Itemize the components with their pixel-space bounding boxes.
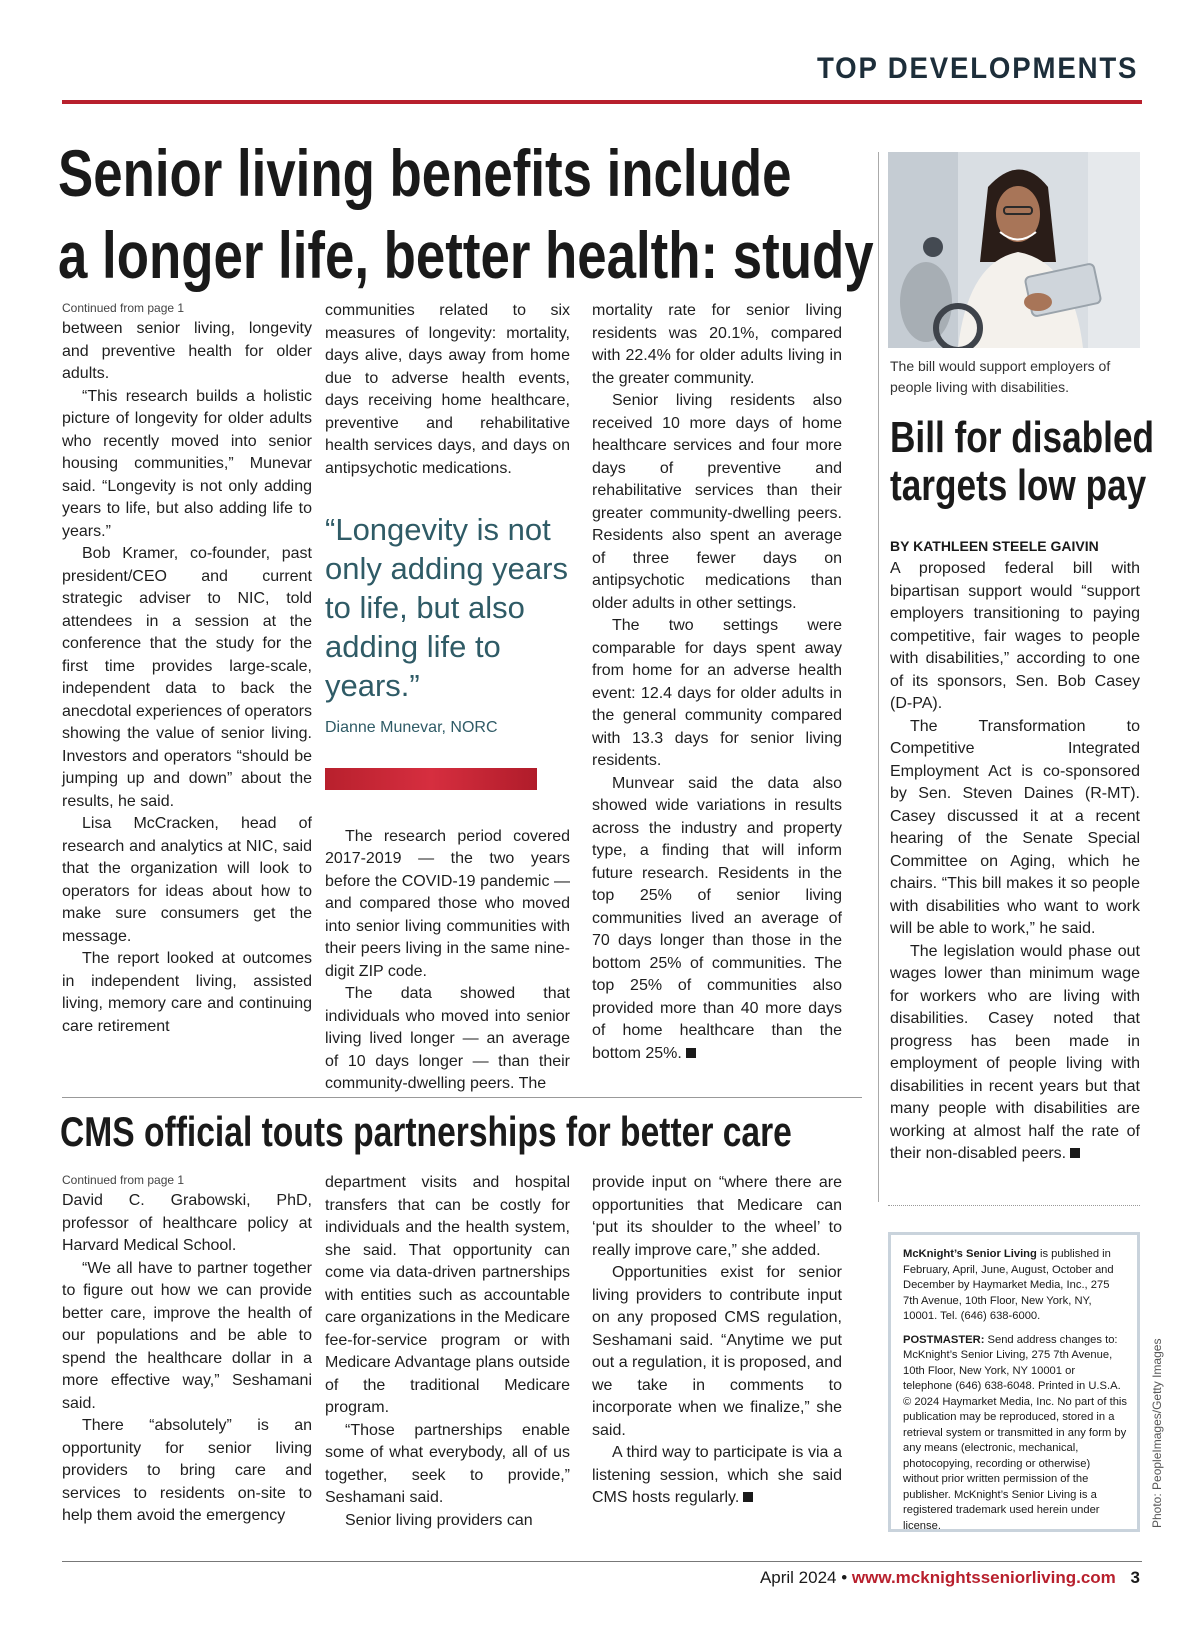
photo-credit: Photo: PeopleImages/Getty Images — [1150, 1338, 1164, 1528]
paragraph: Bob Kramer, co-founder, past president/CEO and current strategic adviser to NIC, told attendees in a session at the conference that the study for the first time provides large-scale, independent data to back the anecdotal experiences of operators showing the value of senior living. Investors and operators “should be jumping up and down” about the results, he said. — [62, 545, 312, 810]
continued-note: Continued from page 1 — [62, 1173, 185, 1187]
article2-column-1 — [62, 1172, 312, 1528]
paragraph-text: The legislation would phase out wages lower than minimum wage for workers who are living with disabilities. Casey noted that progress has been made in employment of people living with disabilities in recent years but that many people with disabilities are working at almost half the rate of their non-disabled peers. — [890, 942, 1140, 1162]
paragraph — [592, 1442, 842, 1510]
footer-separator: • — [841, 1568, 848, 1587]
paragraph-text: Munvear said the data also showed wide variations in results across the industry and property type, a finding that will inform future research. Residents in the top 25% of senior living communities lived an average of 70 days longer than those in the bottom 25% of communities. The top 25% of communities also provided more than 40 more days of home healthcare than the bottom 25%. — [592, 774, 842, 1062]
article1-column-2 — [325, 300, 570, 1096]
article1-column-1 — [62, 300, 312, 1038]
paragraph: Opportunities exist for senior living providers to contribute input on any proposed CMS regulation, Seshamani said. “Anytime we put out a regulation, it is proposed, and we take in comments to incorporate when we finalize,” she said. — [592, 1264, 842, 1439]
paragraph: The two settings were comparable for days spent away from home for an adverse health event: 12.4 days for older adults in the general community compared with 13.3 days for senior living residents. — [592, 617, 842, 769]
paragraph: Lisa McCracken, head of research and analytics at NIC, said that the organization will look to operators for ideas about how to make sure consumers get the message. — [62, 815, 312, 945]
article2-column-3 — [592, 1172, 842, 1510]
paragraph: provide input on “where there are opportunities that Medicare can ‘put its shoulder to the wheel’ to really improve care,” she added. — [592, 1174, 842, 1259]
pull-quote: “Longevity is not only adding years to life, but also adding life to years.” — [325, 512, 568, 703]
paragraph: Senior living residents also received 10 more days of home healthcare services and four more days of preventive and rehabilitative services than their greater community-dwelling peers. Residents also spent an average of three fewer days on antipsychotic medications than older adults in other settings. — [592, 392, 842, 612]
paragraph: between senior living, longevity and preventive health for older adults. — [62, 320, 312, 382]
sidebar-dotted-rule — [888, 1205, 1140, 1206]
end-mark-icon — [743, 1492, 753, 1502]
woman-with-tablet-illustration — [888, 152, 1140, 348]
paragraph: department visits and hospital transfers that can be costly for individuals and the health system, she said. That opportunity can come via data-driven partnerships with entities such as accountable care organizations in the Medicare fee-for-service program or with Medicare Advantage plans outside of the traditional Medicare program. — [325, 1174, 570, 1416]
paragraph: mortality rate for senior living residents was 20.1%, compared with 22.4% for older adults living in the greater community. — [592, 302, 842, 387]
paragraph: “This research builds a holistic picture of longevity for older adults who recently moved into senior housing communities,” Munevar said. “Longevity is not only adding years to life, but also adding life to years.” — [62, 387, 312, 540]
paragraph: “Those partnerships enable some of what everybody, all of us together, seek to provide,” Seshamani said. — [325, 1421, 570, 1506]
footer-url-link[interactable]: www.mcknightsseniorliving.com — [851, 1568, 1116, 1587]
paragraph: communities related to six measures of longevity: mortality, days alive, days away from home due to adverse health events, days receiving home healthcare, preventive and rehabilitative health services days, and days on antipsychotic medications. — [325, 302, 570, 477]
end-mark-icon — [1070, 1148, 1080, 1158]
article2-body — [62, 1172, 842, 1552]
sidebar-headline-line-1: Bill for disabled — [890, 413, 1155, 462]
sidebar-photo — [888, 152, 1140, 348]
sidebar-body — [890, 536, 1140, 1196]
page-number: 3 — [1130, 1568, 1140, 1587]
section-divider — [62, 1097, 862, 1098]
pull-quote-attribution: Dianne Munevar, NORC — [325, 719, 498, 736]
paragraph: There “absolutely” is an opportunity for senior living providers to bring care and services to residents on-site to help them avoid the emergency — [62, 1417, 312, 1524]
sidebar-headline-line-2: targets low pay — [890, 461, 1147, 510]
article2-column-2 — [325, 1172, 570, 1532]
masthead-paragraph — [903, 1247, 1127, 1325]
article2-headline: CMS official touts partnerships for better care — [60, 1108, 792, 1155]
article1-column-3 — [592, 300, 842, 1065]
paragraph — [592, 773, 842, 1066]
top-rule — [62, 100, 1142, 104]
masthead-text: is published in February, April, June, August, October and December by Haymarket Media, Inc., 275 7th Avenue, 10th Floor, New York, NY, 10001. Tel. (646) 638-6000. — [903, 1248, 1114, 1322]
masthead-box — [888, 1232, 1140, 1532]
paragraph: David C. Grabowski, PhD, professor of healthcare policy at Harvard Medical School. — [62, 1192, 312, 1254]
paragraph — [890, 941, 1140, 1166]
section-label: TOP DEVELOPMENTS — [816, 52, 1138, 85]
paragraph: The Transformation to Competitive Integrated Employment Act is co-sponsored by Sen. Steven Daines (R-MT). Casey discussed it at a recent hearing of the Senate Special Committee on Aging, which he chairs. “This bill makes it so people with disabilities who want to work will be able to work,” he said. — [890, 717, 1140, 937]
sidebar-headline — [890, 413, 1155, 510]
postmaster-text: Send address changes to: McKnight’s Senior Living, 275 7th Avenue, 10th Floor, New York, NY 10001 or telephone (646) 638-6048. Printed in U.S.A. © 2024 Haymarket Media, Inc. No part of this publication may be reproduced, stored in a retrieval system or transmitted in any form by any means (electronic, mechanical, photocopying, recording or otherwise) without prior written permission of the publisher. McKnight’s Senior Living is a registered trademark used herein under license. — [903, 1333, 1128, 1532]
article-headline — [58, 132, 874, 296]
paragraph: The report looked at outcomes in independent living, assisted living, memory care and continuing care retirement — [62, 950, 312, 1035]
footer-rule — [62, 1561, 1142, 1562]
headline-line-2: a longer life, better health: study — [58, 218, 874, 292]
byline: BY KATHLEEN STEELE GAIVIN — [890, 538, 1099, 554]
pull-quote-bar — [325, 768, 537, 790]
paragraph-text: A third way to participate is via a listening session, which she said CMS hosts regularly. — [592, 1444, 842, 1506]
photo-caption: The bill would support employers of people living with disabilities. — [890, 358, 1111, 395]
headline-line-1: Senior living benefits include — [58, 136, 792, 210]
paragraph: The research period covered 2017-2019 — the two years before the COVID-19 pandemic — and compared those who moved into senior living communities with their peers living in the same nine-digit ZIP code. — [325, 827, 570, 980]
paragraph: A proposed federal bill with bipartisan support would “support employers transitioning to paying competitive, fair wages to people with disabilities,” according to one of its sponsors, Sen. Bob Casey (D-PA). — [890, 560, 1140, 712]
paragraph: Senior living providers can — [345, 1511, 533, 1529]
continued-note: Continued from page 1 — [62, 301, 185, 315]
paragraph: “We all have to partner together to figure out how we can provide better care, improve the health of our populations and be able to spend the healthcare dollar in a more effective way,” Seshamani said. — [62, 1259, 312, 1412]
postmaster-label: POSTMASTER: — [903, 1333, 985, 1346]
sidebar-column — [890, 536, 1140, 1166]
postmaster-paragraph — [903, 1333, 1127, 1535]
article1-body — [62, 300, 842, 1092]
sidebar-divider — [878, 152, 879, 1202]
paragraph: The data showed that individuals who moved into senior living lived longer — an average of 10 days longer — than their community-dwelling peers. The — [325, 985, 570, 1092]
end-mark-icon — [686, 1048, 696, 1058]
masthead-name: McKnight’s Senior Living — [903, 1248, 1037, 1260]
footer — [760, 1568, 1140, 1588]
footer-date: April 2024 — [759, 1568, 837, 1587]
